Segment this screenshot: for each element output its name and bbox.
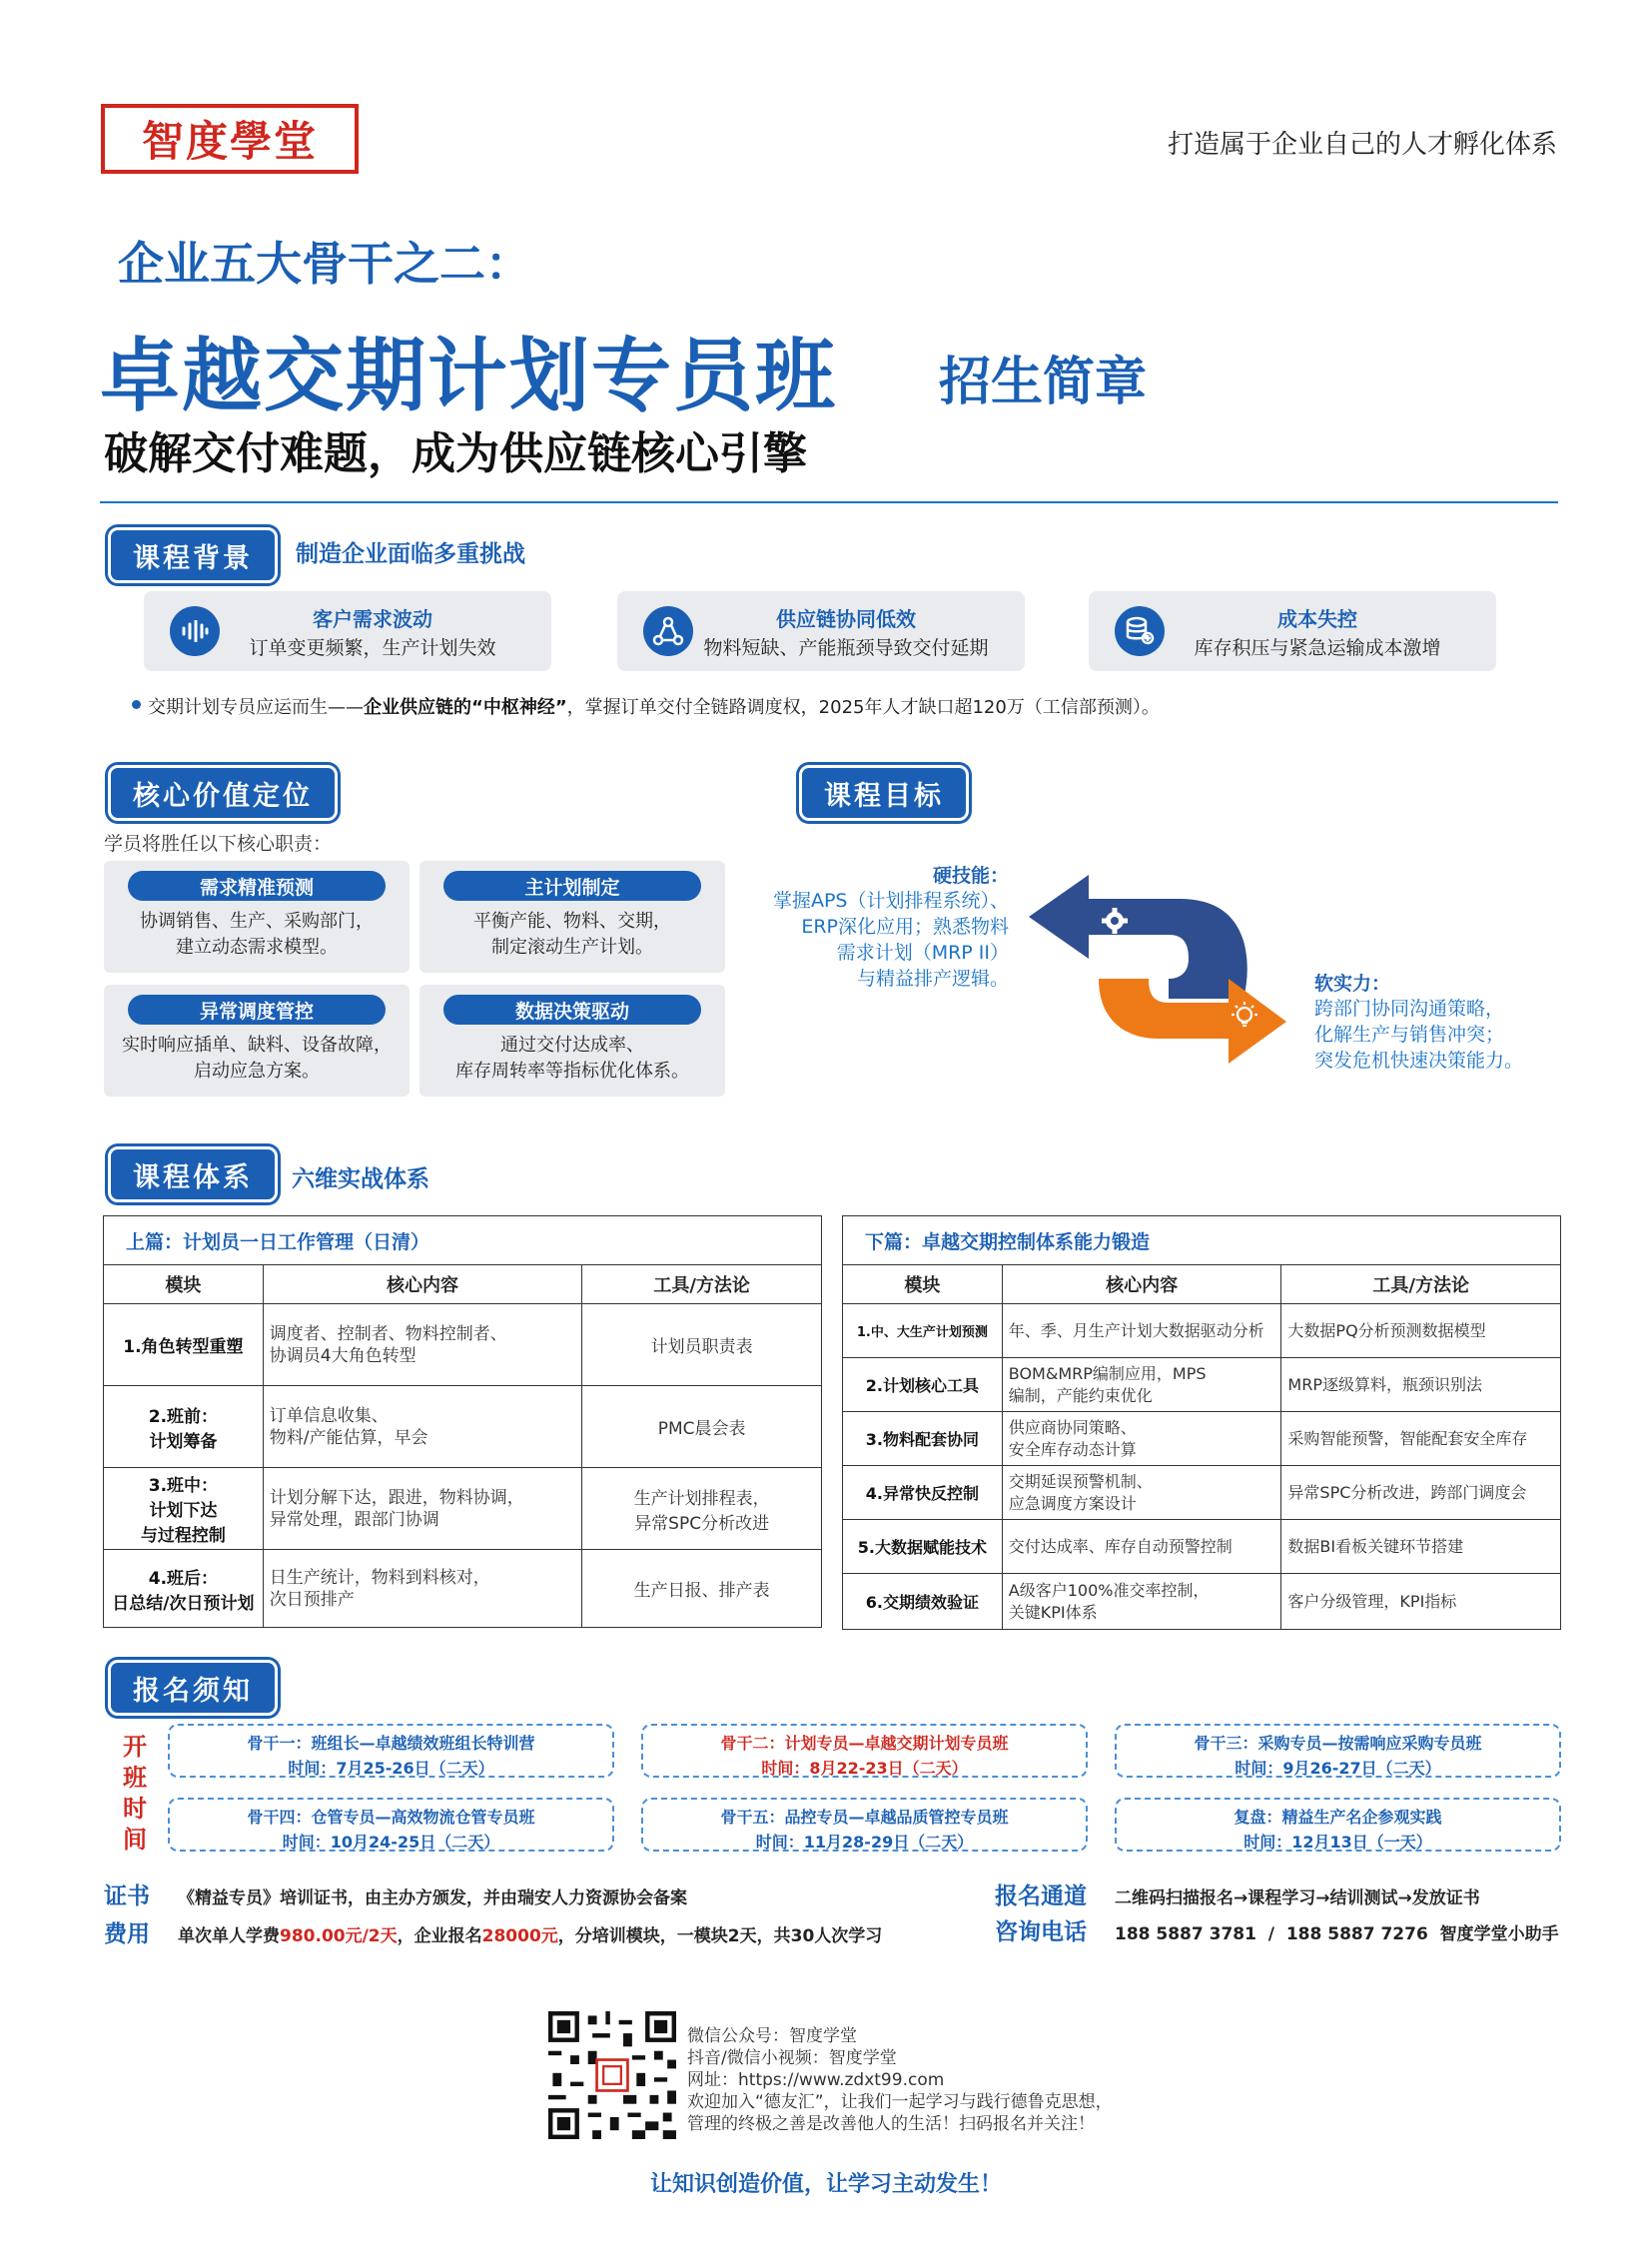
channel-label: 报名通道 bbox=[995, 1883, 1087, 1909]
hard-skill-title: 硬技能： bbox=[932, 865, 1009, 887]
tool-cell: 计划员职责表 bbox=[582, 1304, 822, 1386]
session-time: 时间：10月24-25日（二天） bbox=[282, 1833, 500, 1852]
section-badge-enroll: 报名须知 bbox=[108, 1660, 278, 1716]
column-header: 模块 bbox=[104, 1265, 264, 1304]
session-time: 时间：9月26-27日（二天） bbox=[1235, 1759, 1441, 1778]
tool-cell: 生产计划排程表， 异常SPC分析改进 bbox=[582, 1468, 822, 1550]
divider bbox=[100, 501, 1558, 503]
tagline: 打造属于企业自己的人才孵化体系 bbox=[1167, 130, 1557, 160]
duty-desc: 协调销售、生产、采购部门， 建立动态需求模型。 bbox=[140, 911, 374, 958]
module-cell: 6.交期绩效验证 bbox=[843, 1574, 1003, 1630]
duty-desc: 平衡产能、物料、交期， 制定滚动生产计划。 bbox=[473, 911, 671, 958]
session-name: 骨干四：仓管专员—高效物流仓管专员班 bbox=[247, 1808, 535, 1827]
column-header: 模块 bbox=[843, 1265, 1003, 1304]
content-cell: 订单信息收集、 物料/产能估算，早会 bbox=[263, 1386, 582, 1468]
session-time: 时间：12月13日（一天） bbox=[1243, 1833, 1432, 1852]
section-note-background: 制造企业面临多重挑战 bbox=[296, 541, 525, 567]
upper-course-table bbox=[103, 1215, 822, 1628]
contact-line: 欢迎加入“德友汇”，让我们一起学习与践行德鲁克思想， bbox=[687, 2092, 1113, 2112]
challenge-card bbox=[617, 591, 1025, 671]
cert-text: 《精益专员》培训证书，由主办方颁发，并由瑞安人力资源协会备案 bbox=[178, 1888, 687, 1908]
content-cell: 计划分解下达，跟进，物料协调， 异常处理，跟部门协调 bbox=[263, 1468, 582, 1550]
content-cell: BOM&MRP编制应用，MPS 编制，产能约束优化 bbox=[1002, 1358, 1281, 1412]
table-row bbox=[843, 1412, 1561, 1466]
bullet-dot bbox=[132, 700, 141, 709]
background-bullet: 交期计划专员应运而生——企业供应链的“中枢神经”，掌握订单交付全链路调度权，2025年人才缺口超120万（工信部预测）。 bbox=[148, 697, 1160, 718]
table-caption: 下篇：卓越交期控制体系能力锻造 bbox=[843, 1216, 1561, 1265]
module-cell: 1.中、大生产计划预测 bbox=[843, 1304, 1003, 1358]
column-header: 工具/方法论 bbox=[1281, 1265, 1561, 1304]
footer-slogan: 让知识创造价值，让学习主动发生！ bbox=[649, 2172, 1002, 2197]
tool-cell: PMC晨会表 bbox=[582, 1386, 822, 1468]
session-name: 骨干五：品控专员—卓越品质管控专员班 bbox=[720, 1808, 1009, 1827]
table-row bbox=[843, 1466, 1561, 1520]
duty-card bbox=[419, 861, 725, 973]
session-card bbox=[1115, 1798, 1561, 1852]
goal-arrow-graphic bbox=[1019, 869, 1298, 1069]
session-card-highlight bbox=[641, 1724, 1088, 1778]
duty-title: 需求精准预测 bbox=[128, 871, 386, 901]
website-link[interactable]: 网址：https://www.zdxt99.com bbox=[687, 2070, 945, 2090]
tool-cell: 异常SPC分析改进，跨部门调度会 bbox=[1281, 1466, 1561, 1520]
section-note-system: 六维实战体系 bbox=[292, 1166, 429, 1192]
contact-line: 抖音/微信小视频：智度学堂 bbox=[687, 2048, 897, 2068]
table-row bbox=[843, 1358, 1561, 1412]
content-cell: 交期延误预警机制、 应急调度方案设计 bbox=[1002, 1466, 1281, 1520]
hard-skill-line: ERP深化应用；熟悉物料 bbox=[801, 916, 1009, 938]
content-cell: 年、季、月生产计划大数据驱动分析 bbox=[1002, 1304, 1281, 1358]
content-cell: 日生产统计，物料到料核对， 次日预排产 bbox=[263, 1550, 582, 1628]
cert-label: 证书 bbox=[104, 1883, 150, 1909]
section-badge-background: 课程背景 bbox=[108, 527, 278, 583]
title-suffix: 招生简章 bbox=[939, 352, 1148, 412]
section-badge-system: 课程体系 bbox=[108, 1146, 278, 1202]
slogan: 破解交付难题，成为供应链核心引擎 bbox=[104, 428, 807, 479]
subtitle: 企业五大骨干之二： bbox=[118, 237, 531, 291]
duty-desc: 通过交付达成率、 库存周转率等指标优化体系。 bbox=[455, 1035, 689, 1082]
tool-cell: 采购智能预警，智能配套安全库存 bbox=[1281, 1412, 1561, 1466]
duty-desc: 实时响应插单、缺料、设备故障， 启动应急方案。 bbox=[122, 1035, 392, 1082]
challenge-title: 供应链协同低效 bbox=[776, 607, 916, 631]
contact-line: 管理的终极之善是改善他人的生活！扫码报名并关注！ bbox=[687, 2114, 1095, 2134]
session-time: 时间：8月22-23日（二天） bbox=[761, 1759, 968, 1778]
table-row bbox=[104, 1550, 822, 1628]
module-cell: 2.班前： 计划筹备 bbox=[104, 1386, 264, 1468]
duty-card bbox=[104, 985, 410, 1097]
logo: 智度學堂 bbox=[101, 104, 359, 174]
content-cell: 调度者、控制者、物料控制者、 协调员4大角色转型 bbox=[263, 1304, 582, 1386]
tool-cell: 客户分级管理，KPI指标 bbox=[1281, 1574, 1561, 1630]
hard-skills bbox=[759, 861, 1009, 992]
section-badge-value: 核心价值定位 bbox=[108, 765, 338, 821]
column-header: 核心内容 bbox=[1002, 1265, 1281, 1304]
session-card bbox=[168, 1724, 614, 1778]
tool-cell: MRP逐级算料，瓶颈识别法 bbox=[1281, 1358, 1561, 1412]
fee-label: 费用 bbox=[104, 1921, 150, 1947]
challenge-desc: 库存积压与紧急运输成本激增 bbox=[1194, 637, 1441, 659]
challenge-desc: 物料短缺、产能瓶颈导致交付延期 bbox=[703, 637, 989, 659]
qr-code-icon[interactable] bbox=[548, 2011, 676, 2139]
module-cell: 1.角色转型重塑 bbox=[104, 1304, 264, 1386]
tool-cell: 数据BI看板关键环节搭建 bbox=[1281, 1520, 1561, 1574]
schedule-label: 开 班 时 间 bbox=[123, 1733, 147, 1854]
challenge-card bbox=[144, 591, 551, 671]
challenge-title: 客户需求波动 bbox=[313, 607, 432, 631]
session-name: 复盘：精益生产名企参观实践 bbox=[1234, 1808, 1442, 1827]
channel-text: 二维码扫描报名→课程学习→结训测试→发放证书 bbox=[1115, 1888, 1480, 1908]
soft-skill-line: 跨部门协同沟通策略， bbox=[1314, 998, 1505, 1020]
phone-label: 咨询电话 bbox=[995, 1919, 1087, 1945]
soft-skill-line: 化解生产与销售冲突； bbox=[1314, 1024, 1505, 1046]
hard-skill-line: 掌握APS（计划排程系统）、 bbox=[772, 890, 1009, 912]
session-card bbox=[1115, 1724, 1561, 1778]
duty-title: 异常调度管控 bbox=[128, 995, 386, 1025]
session-time: 时间：11月28-29日（二天） bbox=[755, 1833, 974, 1852]
module-cell: 4.异常快反控制 bbox=[843, 1466, 1003, 1520]
table-row bbox=[104, 1386, 822, 1468]
module-cell: 3.物料配套协同 bbox=[843, 1412, 1003, 1466]
challenge-desc: 订单变更频繁，生产计划失效 bbox=[249, 637, 496, 659]
soft-skill-title: 软实力： bbox=[1314, 973, 1391, 995]
column-header: 工具/方法论 bbox=[582, 1265, 822, 1304]
challenge-title: 成本失控 bbox=[1277, 607, 1357, 631]
content-cell: 供应商协同策略、 安全库存动态计算 bbox=[1002, 1412, 1281, 1466]
table-row bbox=[843, 1574, 1561, 1630]
table-row bbox=[104, 1304, 822, 1386]
hard-skill-line: 需求计划（MRP II） bbox=[836, 942, 1009, 964]
soft-skill-line: 突发危机快速决策能力。 bbox=[1314, 1050, 1524, 1072]
soft-skills bbox=[1314, 969, 1523, 1074]
session-name: 骨干二：计划专员—卓越交期计划专员班 bbox=[720, 1734, 1009, 1753]
session-name: 骨干三：采购专员—按需响应采购专员班 bbox=[1194, 1734, 1482, 1753]
module-cell: 4.班后： 日总结/次日预计划 bbox=[104, 1550, 264, 1628]
phone-text: 188 5887 3781 / 188 5887 7276 智度学堂小助手 bbox=[1115, 1924, 1559, 1944]
content-cell: 交付达成率、库存自动预警控制 bbox=[1002, 1520, 1281, 1574]
hard-skill-line: 与精益排产逻辑。 bbox=[856, 968, 1009, 990]
table-row bbox=[843, 1304, 1561, 1358]
session-time: 时间：7月25-26日（二天） bbox=[288, 1759, 494, 1778]
module-cell: 3.班中： 计划下达 与过程控制 bbox=[104, 1468, 264, 1550]
contact-line: 微信公众号：智度学堂 bbox=[687, 2026, 857, 2046]
table-row bbox=[104, 1468, 822, 1550]
module-cell: 2.计划核心工具 bbox=[843, 1358, 1003, 1412]
content-cell: A级客户100%准交率控制， 关键KPI体系 bbox=[1002, 1574, 1281, 1630]
module-cell: 5.大数据赋能技术 bbox=[843, 1520, 1003, 1574]
lower-course-table bbox=[842, 1215, 1561, 1630]
duty-intro: 学员将胜任以下核心职责： bbox=[104, 833, 333, 855]
contact-info bbox=[687, 2025, 1113, 2135]
column-header: 核心内容 bbox=[263, 1265, 582, 1304]
session-card bbox=[641, 1798, 1088, 1852]
tool-cell: 大数据PQ分析预测数据模型 bbox=[1281, 1304, 1561, 1358]
session-card bbox=[168, 1798, 614, 1852]
duty-card bbox=[419, 985, 725, 1097]
challenge-card bbox=[1089, 591, 1496, 671]
tool-cell: 生产日报、排产表 bbox=[582, 1550, 822, 1628]
duty-title: 数据决策驱动 bbox=[443, 995, 701, 1025]
duty-card bbox=[104, 861, 410, 973]
fee-text: 单次单人学费980.00元/2天，企业报名28000元，分培训模块，一模块2天，共30人次学习 bbox=[178, 1926, 883, 1946]
page-title: 卓越交期计划专员班 bbox=[100, 329, 837, 422]
table-caption: 上篇：计划员一日工作管理（日清） bbox=[104, 1216, 822, 1265]
section-badge-goals: 课程目标 bbox=[799, 765, 969, 821]
session-name: 骨干一：班组长—卓越绩效班组长特训营 bbox=[247, 1734, 535, 1753]
table-row bbox=[843, 1520, 1561, 1574]
duty-title: 主计划制定 bbox=[443, 871, 701, 901]
